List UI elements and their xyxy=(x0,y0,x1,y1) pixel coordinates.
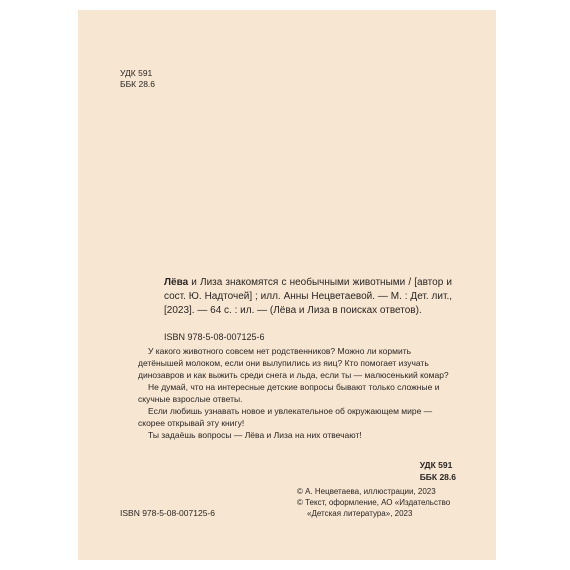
annotation-paragraph: Если любишь узнавать новое и увлекательное об окружающем мире — скорее открывай эту книгу! xyxy=(138,406,433,428)
copyright-publisher: «Детская литература», 2023 xyxy=(307,509,413,518)
udk-code: УДК 591 xyxy=(120,68,153,78)
catalog-entry xyxy=(164,276,452,318)
copyright-text: © Текст, оформление, АО «Издательство xyxy=(297,498,451,507)
book-page xyxy=(78,10,496,560)
catalog-title: Лёва xyxy=(164,277,189,288)
annotation-paragraph: Не думай, что на интересные детские вопросы бывают только сложные и скучные взрослые ответы. xyxy=(138,382,440,404)
copyright-block xyxy=(297,486,450,519)
catalog-description: и Лиза знакомятся с необычными животными / [автор и сост. Ю. Надточей] ; илл. Анны Нецветаевой. — М. : Дет. лит., [2023]. — 64 с. : ил. — (Лёва и Лиза в поисках ответов). xyxy=(164,277,452,316)
isbn-bottom: ISBN 978-5-08-007125-6 xyxy=(120,508,215,518)
isbn-main: ISBN 978-5-08-007125-6 xyxy=(164,332,265,342)
annotation-paragraph: У какого животного совсем нет родственников? Можно ли кормить детёнышей молоком, если они вылупились из яиц? Кто помогает изучать динозавров и как выжить среди снега и льда, если ты — малюсенький комар? xyxy=(138,346,449,380)
annotation-paragraph: Ты задаёшь вопросы — Лёва и Лиза на них отвечают! xyxy=(148,430,362,440)
bbk-code-right: ББК 28.6 xyxy=(419,472,456,482)
udk-code-right: УДК 591 xyxy=(419,460,453,470)
copyright-illustrations: © А. Нецветаева, иллюстрации, 2023 xyxy=(297,487,436,496)
bbk-code: ББК 28.6 xyxy=(120,79,156,89)
annotation xyxy=(138,345,454,441)
classification-codes-top xyxy=(120,68,155,90)
classification-codes-right xyxy=(420,459,456,483)
